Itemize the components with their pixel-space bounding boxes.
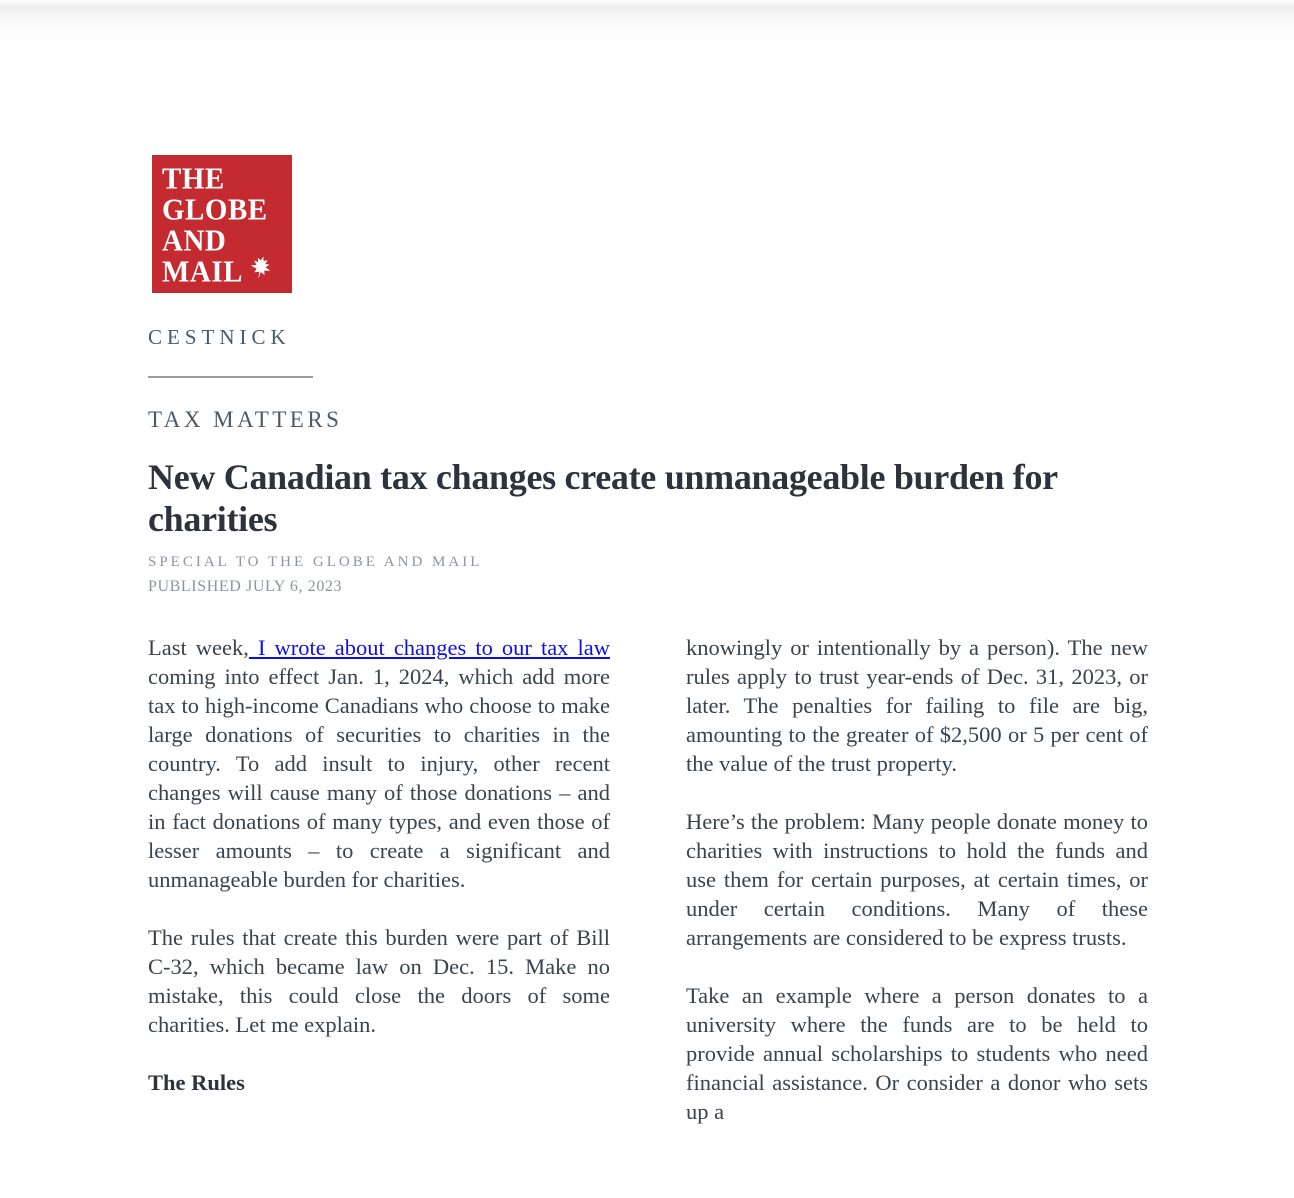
subheading-the-rules: The Rules (148, 1070, 245, 1095)
paragraph-text: coming into effect Jan. 1, 2024, which add more tax to high-income Canadians who choose to make large donations of securities to charities in the country. To add insult to injury, other recent changes will cause many of those donations – and in fact donations of many types, and even those of lesser amounts – to create a significant and unmanageable burden for charities. (148, 664, 610, 892)
paragraph: The rules that create this burden were part of Bill C-32, which became law on Dec. 15. Make no mistake, this could close the doors of some charities. Let me explain. (148, 925, 610, 1037)
paragraph: Take an example where a person donates to a university where the funds are to be held to provide annual scholarships to students who need financial assistance. Or consider a donor who sets up a (686, 983, 1148, 1124)
kicker-divider (148, 376, 313, 378)
article-body (148, 633, 1158, 1155)
paragraph (148, 633, 610, 894)
left-column (148, 633, 610, 1155)
page-top-shadow (0, 0, 1294, 45)
published-date: PUBLISHED JULY 6, 2023 (148, 578, 343, 595)
logo-word-mail: MAIL (162, 254, 243, 289)
paragraph-text: Last week, (148, 635, 249, 660)
headline: New Canadian tax changes create unmanageable burden for charities (148, 457, 1058, 539)
paragraph: knowingly or intentionally by a person). The new rules apply to trust year-ends of Dec. 31, 2023, or later. The penalties for failing to file are big, amounting to the greater of $2,500 or 5 per cent of the value of the trust property. (686, 635, 1148, 776)
logo-line: THE (162, 161, 225, 196)
masthead (148, 155, 1158, 433)
logo-line (162, 254, 284, 289)
author-kicker: CESTNICK (148, 325, 291, 349)
section-label: TAX MATTERS (148, 407, 343, 432)
right-column (686, 633, 1148, 1155)
paragraph: Here’s the problem: Many people donate money to charities with instructions to hold the funds and use them for certain purposes, at certain times, or under certain conditions. Many of these arrangements are considered to be express trusts. (686, 809, 1148, 950)
logo-line: AND (162, 223, 227, 258)
tax-law-article-link[interactable]: I wrote about changes to our tax law (248, 635, 610, 660)
byline: SPECIAL TO THE GLOBE AND MAIL (148, 554, 483, 570)
maple-leaf-icon (245, 252, 275, 288)
globe-and-mail-logo (152, 155, 292, 293)
logo-line: GLOBE (162, 192, 268, 227)
article-content (148, 155, 1158, 1155)
